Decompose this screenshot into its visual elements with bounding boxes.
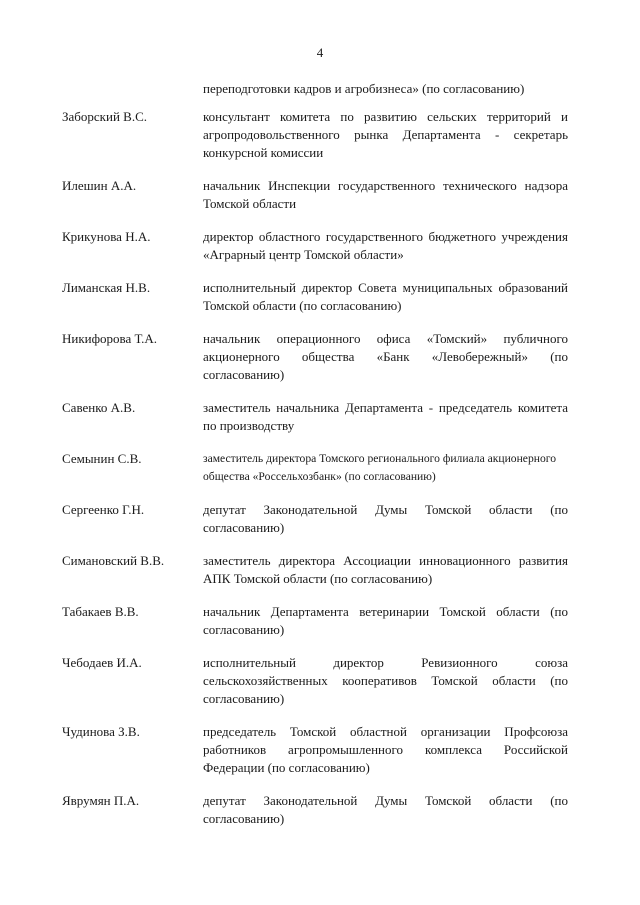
member-name: Заборский В.С. [62, 109, 147, 124]
member-row [62, 723, 568, 777]
member-row [62, 501, 568, 537]
member-row [62, 792, 568, 828]
member-name: Лиманская Н.В. [62, 280, 151, 295]
member-name: Сергеенко Г.Н. [62, 502, 145, 517]
member-name: Савенко А.В. [62, 400, 136, 415]
member-row [62, 450, 568, 486]
page-number: 4 [316, 45, 324, 60]
member-role: исполнительный директор Ревизионного союза сельскохозяйственных кооперативов Томской области (по согласованию) [203, 655, 568, 706]
member-name: Илешин А.А. [62, 178, 137, 193]
member-role: депутат Законодательной Думы Томской области (по согласованию) [203, 793, 568, 826]
member-row [62, 228, 568, 264]
member-row [62, 654, 568, 708]
member-name: Яврумян П.А. [62, 793, 140, 808]
member-role: председатель Томской областной организации Профсоюза работников агропромышленного комплекса Российской Федерации (по согласованию) [203, 724, 568, 775]
member-row [62, 108, 568, 162]
member-row [62, 399, 568, 435]
member-role: начальник операционного офиса «Томский» публичного акционерного общества «Банк «Левобережный» (по согласованию) [203, 331, 568, 382]
member-name: Чудинова З.В. [62, 724, 140, 739]
member-role: заместитель директора Ассоциации инновационного развития АПК Томской области (по согласованию) [203, 553, 568, 586]
member-role: начальник Инспекции государственного технического надзора Томской области [203, 178, 568, 211]
member-name: Табакаев В.В. [62, 604, 139, 619]
member-role: директор областного государственного бюджетного учреждения «Аграрный центр Томской области» [203, 229, 568, 262]
member-role: консультант комитета по развитию сельских территорий и агропродовольственного рынка Департамента - секретарь конкурсной комиссии [203, 109, 568, 160]
member-row [62, 279, 568, 315]
member-role: депутат Законодательной Думы Томской области (по согласованию) [203, 502, 568, 535]
member-role: заместитель начальника Департамента - председатель комитета по производству [203, 400, 568, 433]
commission-member-list [62, 108, 568, 843]
member-role: заместитель директора Томского регионального филиала акционерного общества «Россельхозбанк» (по согласованию) [203, 452, 557, 483]
member-role: исполнительный директор Совета муниципальных образований Томской области (по согласованию) [203, 280, 568, 313]
continuation-text: переподготовки кадров и агробизнеса» (по согласованию) [203, 81, 525, 96]
member-name: Семынин С.В. [62, 451, 142, 466]
member-role: начальник Департамента ветеринарии Томской области (по согласованию) [203, 604, 568, 637]
member-name: Симановский В.В. [62, 553, 165, 568]
member-row [62, 330, 568, 384]
member-row [62, 177, 568, 213]
member-name: Крикунова Н.А. [62, 229, 151, 244]
member-name: Чебодаев И.А. [62, 655, 142, 670]
member-name: Никифорова Т.А. [62, 331, 158, 346]
member-row [62, 552, 568, 588]
member-row [62, 603, 568, 639]
